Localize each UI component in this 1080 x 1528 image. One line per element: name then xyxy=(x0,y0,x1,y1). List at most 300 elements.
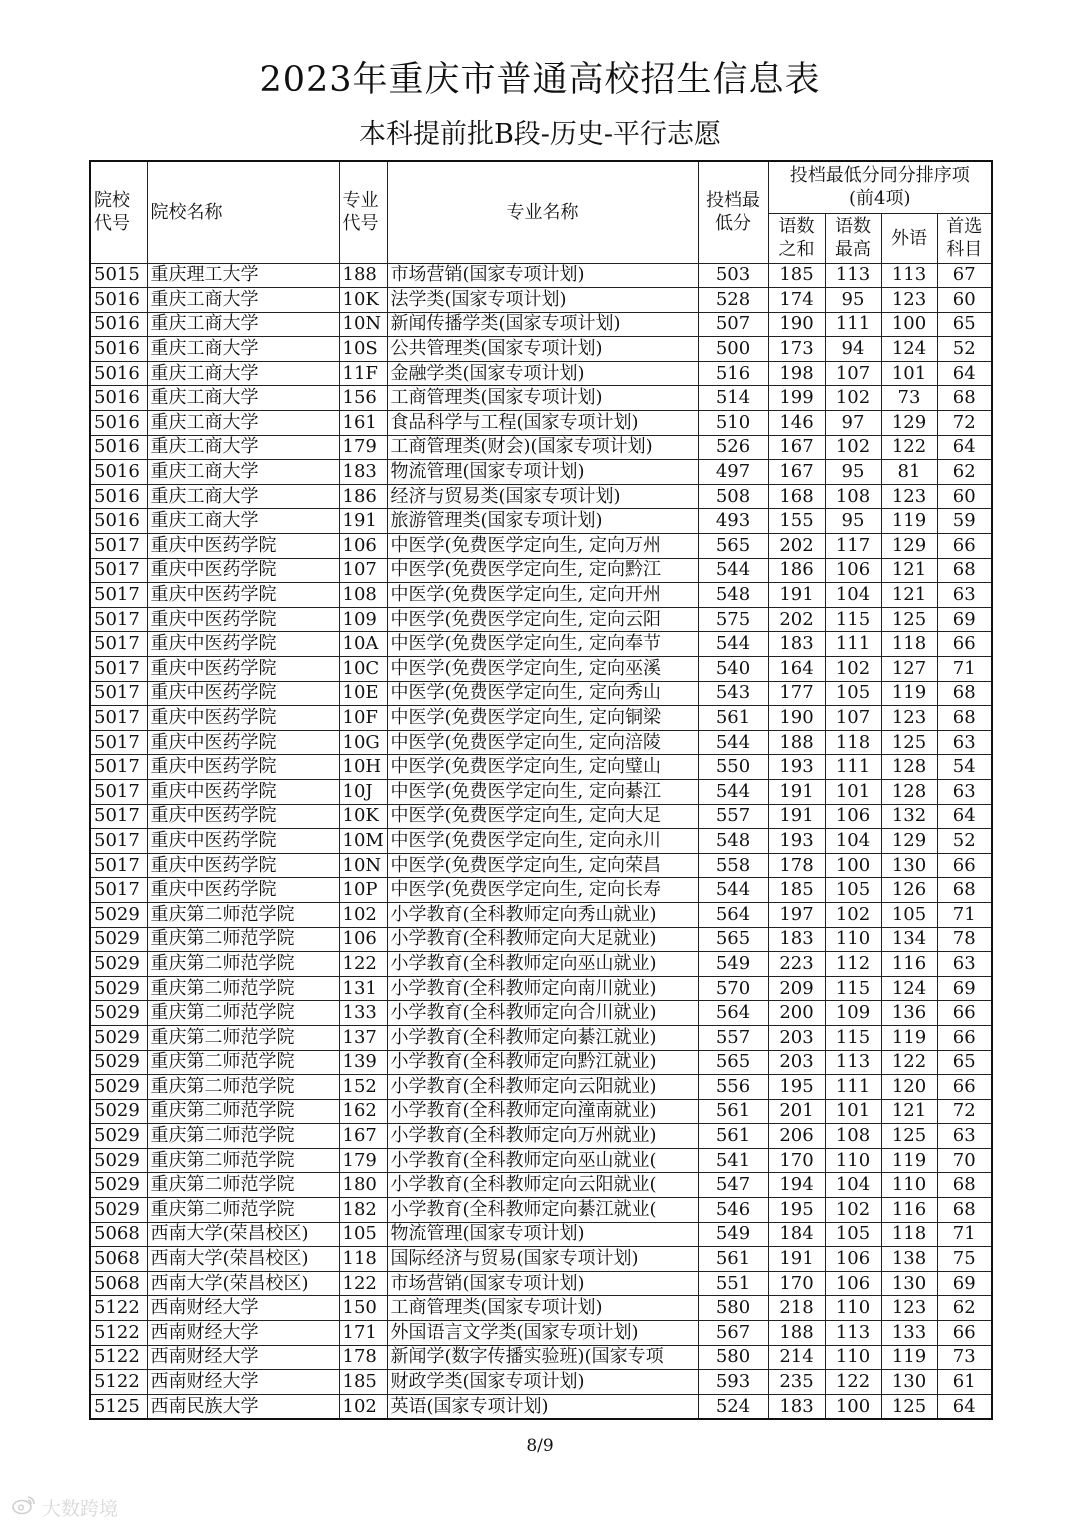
cell-foreign-score: 119 xyxy=(881,1148,937,1173)
cell-yushu-max: 104 xyxy=(825,1173,881,1198)
cell-major-code: 167 xyxy=(339,1124,387,1149)
cell-major-code: 162 xyxy=(339,1099,387,1124)
page-title: 2023年重庆市普通高校招生信息表 xyxy=(259,60,821,100)
cell-major-code: 191 xyxy=(339,509,387,534)
table-row xyxy=(90,976,992,1001)
cell-yushu-sum: 195 xyxy=(768,1198,825,1223)
cell-min-score: 565 xyxy=(698,1050,768,1075)
cell-school-name: 重庆工商大学 xyxy=(147,386,339,411)
cell-school-code: 5016 xyxy=(90,361,147,386)
cell-min-score: 510 xyxy=(698,411,768,436)
cell-major-code: 137 xyxy=(339,1025,387,1050)
cell-min-score: 544 xyxy=(698,632,768,657)
cell-major-name: 新闻传播学类(国家专项计划) xyxy=(387,312,698,337)
table-row xyxy=(90,829,992,854)
cell-major-code: 179 xyxy=(339,1148,387,1173)
header-min-score: 投档最低分 xyxy=(698,161,768,263)
cell-major-name: 中医学(免费医学定向生, 定向开州 xyxy=(387,583,698,608)
cell-major-code: 186 xyxy=(339,484,387,509)
header-first-subject: 首选科目 xyxy=(937,213,992,263)
cell-school-code: 5122 xyxy=(90,1321,147,1346)
cell-major-name: 中医学(免费医学定向生, 定向璧山 xyxy=(387,755,698,780)
cell-min-score: 580 xyxy=(698,1345,768,1370)
cell-foreign-score: 123 xyxy=(881,484,937,509)
cell-school-code: 5017 xyxy=(90,755,147,780)
cell-major-name: 工商管理类(财会)(国家专项计划) xyxy=(387,435,698,460)
cell-foreign-score: 125 xyxy=(881,730,937,755)
cell-yushu-sum: 188 xyxy=(768,730,825,755)
cell-min-score: 548 xyxy=(698,829,768,854)
cell-school-name: 西南财经大学 xyxy=(147,1296,339,1321)
cell-yushu-sum: 198 xyxy=(768,361,825,386)
cell-major-code: 122 xyxy=(339,1271,387,1296)
cell-min-score: 514 xyxy=(698,386,768,411)
cell-min-score: 548 xyxy=(698,583,768,608)
cell-yushu-max: 95 xyxy=(825,460,881,485)
cell-min-score: 526 xyxy=(698,435,768,460)
header-foreign: 外语 xyxy=(881,213,937,263)
cell-yushu-max: 110 xyxy=(825,1148,881,1173)
header-school-name: 院校名称 xyxy=(147,161,339,263)
cell-major-code: 10J xyxy=(339,779,387,804)
cell-min-score: 567 xyxy=(698,1321,768,1346)
cell-major-name: 新闻学(数字传播实验班)(国家专项 xyxy=(387,1345,698,1370)
cell-major-name: 小学教育(全科教师定向大足就业) xyxy=(387,927,698,952)
cell-foreign-score: 121 xyxy=(881,558,937,583)
cell-school-code: 5017 xyxy=(90,804,147,829)
cell-school-code: 5122 xyxy=(90,1345,147,1370)
cell-yushu-sum: 185 xyxy=(768,878,825,903)
cell-yushu-sum: 193 xyxy=(768,755,825,780)
cell-school-code: 5029 xyxy=(90,927,147,952)
cell-min-score: 500 xyxy=(698,337,768,362)
cell-min-score: 503 xyxy=(698,263,768,288)
cell-major-code: 156 xyxy=(339,386,387,411)
cell-first-subject: 73 xyxy=(937,1345,992,1370)
cell-min-score: 544 xyxy=(698,558,768,583)
cell-foreign-score: 130 xyxy=(881,1370,937,1395)
cell-min-score: 549 xyxy=(698,1222,768,1247)
cell-school-code: 5016 xyxy=(90,337,147,362)
cell-min-score: 565 xyxy=(698,534,768,559)
cell-yushu-max: 95 xyxy=(825,288,881,313)
table-row xyxy=(90,1271,992,1296)
cell-yushu-max: 102 xyxy=(825,386,881,411)
table-row xyxy=(90,1247,992,1272)
cell-yushu-max: 97 xyxy=(825,411,881,436)
cell-foreign-score: 123 xyxy=(881,1296,937,1321)
cell-yushu-sum: 209 xyxy=(768,976,825,1001)
cell-foreign-score: 116 xyxy=(881,952,937,977)
cell-school-code: 5029 xyxy=(90,1075,147,1100)
cell-foreign-score: 101 xyxy=(881,361,937,386)
cell-first-subject: 68 xyxy=(937,1198,992,1223)
cell-foreign-score: 119 xyxy=(881,1345,937,1370)
cell-major-name: 国际经济与贸易(国家专项计划) xyxy=(387,1247,698,1272)
cell-yushu-max: 111 xyxy=(825,755,881,780)
cell-first-subject: 66 xyxy=(937,853,992,878)
cell-yushu-sum: 183 xyxy=(768,927,825,952)
cell-school-code: 5017 xyxy=(90,706,147,731)
cell-yushu-max: 101 xyxy=(825,779,881,804)
cell-major-name: 小学教育(全科教师定向巫山就业) xyxy=(387,952,698,977)
table-row xyxy=(90,1025,992,1050)
table-row xyxy=(90,337,992,362)
table-row xyxy=(90,706,992,731)
cell-yushu-max: 108 xyxy=(825,1124,881,1149)
cell-yushu-max: 111 xyxy=(825,1075,881,1100)
cell-yushu-sum: 203 xyxy=(768,1025,825,1050)
cell-yushu-max: 122 xyxy=(825,1370,881,1395)
cell-major-code: 10K xyxy=(339,804,387,829)
cell-first-subject: 64 xyxy=(937,804,992,829)
cell-major-code: 10N xyxy=(339,853,387,878)
cell-yushu-max: 110 xyxy=(825,1296,881,1321)
table-body xyxy=(90,263,992,1419)
cell-major-code: 109 xyxy=(339,607,387,632)
cell-min-score: 565 xyxy=(698,927,768,952)
cell-school-code: 5029 xyxy=(90,1001,147,1026)
cell-major-name: 中医学(免费医学定向生, 定向秀山 xyxy=(387,681,698,706)
cell-major-code: 10G xyxy=(339,730,387,755)
cell-major-code: 122 xyxy=(339,952,387,977)
cell-school-name: 西南财经大学 xyxy=(147,1345,339,1370)
cell-major-code: 152 xyxy=(339,1075,387,1100)
table-row xyxy=(90,288,992,313)
cell-major-code: 131 xyxy=(339,976,387,1001)
cell-yushu-max: 105 xyxy=(825,1222,881,1247)
cell-foreign-score: 120 xyxy=(881,1075,937,1100)
table-row xyxy=(90,1296,992,1321)
cell-foreign-score: 133 xyxy=(881,1321,937,1346)
cell-first-subject: 67 xyxy=(937,263,992,288)
cell-min-score: 507 xyxy=(698,312,768,337)
cell-first-subject: 69 xyxy=(937,1271,992,1296)
table-row xyxy=(90,534,992,559)
cell-school-code: 5016 xyxy=(90,460,147,485)
cell-min-score: 564 xyxy=(698,902,768,927)
cell-school-name: 重庆第二师范学院 xyxy=(147,1075,339,1100)
cell-yushu-sum: 202 xyxy=(768,607,825,632)
cell-first-subject: 75 xyxy=(937,1247,992,1272)
cell-major-code: 102 xyxy=(339,902,387,927)
cell-school-name: 重庆工商大学 xyxy=(147,435,339,460)
cell-school-code: 5017 xyxy=(90,534,147,559)
cell-major-name: 物流管理(国家专项计划) xyxy=(387,1222,698,1247)
cell-yushu-sum: 170 xyxy=(768,1271,825,1296)
cell-school-name: 重庆中医药学院 xyxy=(147,583,339,608)
cell-first-subject: 52 xyxy=(937,829,992,854)
cell-school-code: 5029 xyxy=(90,1124,147,1149)
cell-major-name: 金融学类(国家专项计划) xyxy=(387,361,698,386)
cell-yushu-max: 110 xyxy=(825,927,881,952)
weibo-icon xyxy=(12,1495,36,1520)
cell-yushu-max: 101 xyxy=(825,1099,881,1124)
cell-first-subject: 68 xyxy=(937,1173,992,1198)
table-row xyxy=(90,853,992,878)
cell-yushu-max: 95 xyxy=(825,509,881,534)
cell-foreign-score: 105 xyxy=(881,902,937,927)
cell-yushu-max: 104 xyxy=(825,583,881,608)
cell-first-subject: 69 xyxy=(937,976,992,1001)
cell-school-name: 重庆第二师范学院 xyxy=(147,1198,339,1223)
cell-school-code: 5017 xyxy=(90,829,147,854)
cell-major-name: 中医学(免费医学定向生, 定向巫溪 xyxy=(387,657,698,682)
cell-major-code: 102 xyxy=(339,1394,387,1419)
cell-first-subject: 66 xyxy=(937,1075,992,1100)
cell-min-score: 561 xyxy=(698,706,768,731)
cell-foreign-score: 118 xyxy=(881,1222,937,1247)
table-row xyxy=(90,1099,992,1124)
cell-first-subject: 64 xyxy=(937,435,992,460)
cell-major-code: 108 xyxy=(339,583,387,608)
cell-foreign-score: 136 xyxy=(881,1001,937,1026)
cell-major-name: 小学教育(全科教师定向綦江就业( xyxy=(387,1198,698,1223)
table-row xyxy=(90,1394,992,1419)
cell-first-subject: 71 xyxy=(937,902,992,927)
cell-min-score: 593 xyxy=(698,1370,768,1395)
cell-school-name: 重庆中医药学院 xyxy=(147,706,339,731)
table-row xyxy=(90,411,992,436)
cell-school-code: 5029 xyxy=(90,976,147,1001)
cell-school-name: 重庆工商大学 xyxy=(147,460,339,485)
cell-yushu-max: 100 xyxy=(825,1394,881,1419)
cell-yushu-max: 115 xyxy=(825,1025,881,1050)
table-row xyxy=(90,1321,992,1346)
header-tie-group: 投档最低分同分排序项(前4项) xyxy=(768,161,992,213)
cell-major-code: 10N xyxy=(339,312,387,337)
cell-school-name: 重庆中医药学院 xyxy=(147,534,339,559)
cell-min-score: 564 xyxy=(698,1001,768,1026)
cell-foreign-score: 129 xyxy=(881,534,937,559)
cell-yushu-max: 104 xyxy=(825,829,881,854)
cell-school-name: 西南财经大学 xyxy=(147,1370,339,1395)
cell-major-code: 10S xyxy=(339,337,387,362)
cell-yushu-sum: 183 xyxy=(768,632,825,657)
cell-foreign-score: 124 xyxy=(881,976,937,1001)
table-row xyxy=(90,632,992,657)
cell-foreign-score: 129 xyxy=(881,829,937,854)
cell-school-name: 重庆工商大学 xyxy=(147,337,339,362)
cell-min-score: 516 xyxy=(698,361,768,386)
cell-min-score: 541 xyxy=(698,1148,768,1173)
cell-major-name: 英语(国家专项计划) xyxy=(387,1394,698,1419)
cell-yushu-sum: 218 xyxy=(768,1296,825,1321)
cell-major-name: 小学教育(全科教师定向云阳就业) xyxy=(387,1075,698,1100)
cell-yushu-max: 105 xyxy=(825,681,881,706)
cell-foreign-score: 116 xyxy=(881,1198,937,1223)
cell-min-score: 561 xyxy=(698,1124,768,1149)
cell-school-code: 5017 xyxy=(90,681,147,706)
cell-school-name: 重庆中医药学院 xyxy=(147,755,339,780)
cell-first-subject: 63 xyxy=(937,1124,992,1149)
cell-yushu-max: 106 xyxy=(825,558,881,583)
cell-major-name: 小学教育(全科教师定向云阳就业( xyxy=(387,1173,698,1198)
cell-yushu-max: 115 xyxy=(825,607,881,632)
cell-yushu-sum: 195 xyxy=(768,1075,825,1100)
cell-min-score: 561 xyxy=(698,1099,768,1124)
cell-school-code: 5015 xyxy=(90,263,147,288)
cell-major-name: 公共管理类(国家专项计划) xyxy=(387,337,698,362)
cell-foreign-score: 122 xyxy=(881,1050,937,1075)
cell-school-code: 5017 xyxy=(90,878,147,903)
table-row xyxy=(90,1050,992,1075)
cell-min-score: 540 xyxy=(698,657,768,682)
cell-first-subject: 68 xyxy=(937,558,992,583)
cell-first-subject: 68 xyxy=(937,386,992,411)
cell-yushu-sum: 146 xyxy=(768,411,825,436)
cell-major-code: 107 xyxy=(339,558,387,583)
cell-school-name: 重庆第二师范学院 xyxy=(147,952,339,977)
cell-min-score: 570 xyxy=(698,976,768,1001)
cell-yushu-max: 111 xyxy=(825,632,881,657)
cell-min-score: 557 xyxy=(698,804,768,829)
cell-first-subject: 68 xyxy=(937,706,992,731)
cell-major-code: 178 xyxy=(339,1345,387,1370)
cell-school-name: 重庆中医药学院 xyxy=(147,558,339,583)
cell-major-code: 10P xyxy=(339,878,387,903)
cell-major-name: 中医学(免费医学定向生, 定向荣昌 xyxy=(387,853,698,878)
cell-school-name: 西南民族大学 xyxy=(147,1394,339,1419)
cell-school-name: 重庆第二师范学院 xyxy=(147,902,339,927)
cell-school-name: 重庆中医药学院 xyxy=(147,632,339,657)
cell-major-code: 10M xyxy=(339,829,387,854)
table-row xyxy=(90,804,992,829)
cell-major-name: 小学教育(全科教师定向万州就业) xyxy=(387,1124,698,1149)
cell-foreign-score: 119 xyxy=(881,681,937,706)
cell-major-code: 10C xyxy=(339,657,387,682)
cell-major-code: 179 xyxy=(339,435,387,460)
cell-school-name: 西南财经大学 xyxy=(147,1321,339,1346)
cell-school-name: 重庆中医药学院 xyxy=(147,804,339,829)
cell-yushu-sum: 185 xyxy=(768,263,825,288)
cell-yushu-sum: 184 xyxy=(768,1222,825,1247)
cell-major-code: 106 xyxy=(339,927,387,952)
cell-foreign-score: 124 xyxy=(881,337,937,362)
cell-min-score: 547 xyxy=(698,1173,768,1198)
cell-yushu-sum: 191 xyxy=(768,804,825,829)
cell-foreign-score: 129 xyxy=(881,411,937,436)
cell-yushu-sum: 206 xyxy=(768,1124,825,1149)
cell-yushu-sum: 183 xyxy=(768,1394,825,1419)
cell-yushu-max: 106 xyxy=(825,804,881,829)
cell-school-code: 5029 xyxy=(90,952,147,977)
cell-school-code: 5029 xyxy=(90,1173,147,1198)
cell-school-code: 5029 xyxy=(90,1198,147,1223)
cell-school-name: 重庆理工大学 xyxy=(147,263,339,288)
cell-yushu-sum: 168 xyxy=(768,484,825,509)
cell-school-code: 5017 xyxy=(90,632,147,657)
cell-major-name: 中医学(免费医学定向生, 定向永川 xyxy=(387,829,698,854)
cell-first-subject: 62 xyxy=(937,460,992,485)
cell-school-name: 重庆中医药学院 xyxy=(147,878,339,903)
cell-school-code: 5029 xyxy=(90,902,147,927)
cell-yushu-sum: 197 xyxy=(768,902,825,927)
table-row xyxy=(90,1345,992,1370)
cell-major-name: 工商管理类(国家专项计划) xyxy=(387,1296,698,1321)
cell-major-code: 10E xyxy=(339,681,387,706)
cell-yushu-sum: 200 xyxy=(768,1001,825,1026)
cell-school-name: 重庆工商大学 xyxy=(147,509,339,534)
cell-yushu-sum: 191 xyxy=(768,779,825,804)
cell-foreign-score: 132 xyxy=(881,804,937,829)
cell-yushu-sum: 188 xyxy=(768,1321,825,1346)
cell-first-subject: 54 xyxy=(937,755,992,780)
cell-min-score: 551 xyxy=(698,1271,768,1296)
cell-first-subject: 71 xyxy=(937,657,992,682)
cell-major-code: 10H xyxy=(339,755,387,780)
cell-school-code: 5017 xyxy=(90,730,147,755)
cell-major-code: 106 xyxy=(339,534,387,559)
cell-major-name: 经济与贸易类(国家专项计划) xyxy=(387,484,698,509)
cell-major-code: 133 xyxy=(339,1001,387,1026)
cell-foreign-score: 122 xyxy=(881,435,937,460)
cell-school-code: 5016 xyxy=(90,484,147,509)
cell-first-subject: 66 xyxy=(937,1025,992,1050)
cell-yushu-sum: 202 xyxy=(768,534,825,559)
cell-foreign-score: 128 xyxy=(881,755,937,780)
cell-school-name: 重庆中医药学院 xyxy=(147,853,339,878)
cell-school-name: 重庆第二师范学院 xyxy=(147,1050,339,1075)
table-row xyxy=(90,1222,992,1247)
cell-yushu-sum: 186 xyxy=(768,558,825,583)
table-row xyxy=(90,1001,992,1026)
cell-major-name: 中医学(免费医学定向生, 定向涪陵 xyxy=(387,730,698,755)
page-number: 8/9 xyxy=(526,1436,554,1456)
cell-major-name: 中医学(免费医学定向生, 定向綦江 xyxy=(387,779,698,804)
cell-school-name: 重庆工商大学 xyxy=(147,484,339,509)
cell-school-code: 5029 xyxy=(90,1099,147,1124)
cell-min-score: 575 xyxy=(698,607,768,632)
cell-min-score: 543 xyxy=(698,681,768,706)
cell-yushu-sum: 173 xyxy=(768,337,825,362)
cell-min-score: 549 xyxy=(698,952,768,977)
cell-first-subject: 68 xyxy=(937,878,992,903)
cell-yushu-sum: 194 xyxy=(768,1173,825,1198)
admission-table xyxy=(89,160,993,1420)
cell-yushu-max: 100 xyxy=(825,853,881,878)
cell-foreign-score: 138 xyxy=(881,1247,937,1272)
cell-school-code: 5017 xyxy=(90,558,147,583)
cell-first-subject: 69 xyxy=(937,607,992,632)
cell-school-name: 重庆工商大学 xyxy=(147,361,339,386)
cell-major-name: 小学教育(全科教师定向潼南就业) xyxy=(387,1099,698,1124)
cell-yushu-max: 107 xyxy=(825,706,881,731)
cell-major-code: 10K xyxy=(339,288,387,313)
cell-foreign-score: 119 xyxy=(881,1025,937,1050)
cell-school-code: 5017 xyxy=(90,583,147,608)
cell-major-name: 法学类(国家专项计划) xyxy=(387,288,698,313)
cell-school-name: 重庆工商大学 xyxy=(147,288,339,313)
cell-major-name: 中医学(免费医学定向生, 定向大足 xyxy=(387,804,698,829)
table-row xyxy=(90,779,992,804)
cell-major-name: 外国语言文学类(国家专项计划) xyxy=(387,1321,698,1346)
cell-yushu-sum: 167 xyxy=(768,460,825,485)
cell-school-name: 重庆第二师范学院 xyxy=(147,976,339,1001)
header-major-code: 专业代号 xyxy=(339,161,387,263)
cell-foreign-score: 123 xyxy=(881,706,937,731)
table-row xyxy=(90,755,992,780)
cell-min-score: 544 xyxy=(698,779,768,804)
cell-first-subject: 66 xyxy=(937,1321,992,1346)
cell-major-name: 中医学(免费医学定向生, 定向奉节 xyxy=(387,632,698,657)
header-yushu-sum: 语数之和 xyxy=(768,213,825,263)
cell-school-name: 重庆第二师范学院 xyxy=(147,1124,339,1149)
cell-major-code: 10F xyxy=(339,706,387,731)
table-row xyxy=(90,1075,992,1100)
cell-yushu-sum: 167 xyxy=(768,435,825,460)
cell-min-score: 528 xyxy=(698,288,768,313)
